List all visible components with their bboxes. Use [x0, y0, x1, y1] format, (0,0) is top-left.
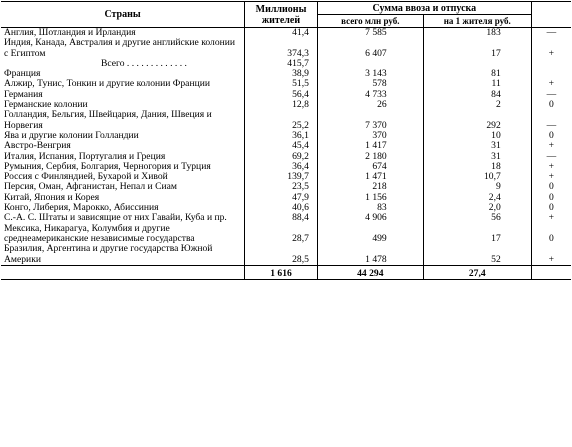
col-header-countries: Страны — [1, 2, 245, 28]
country-cell: Алжир, Тунис, Тонкин и другие колонии Франции — [1, 79, 245, 89]
population-cell: 88,4 — [245, 213, 318, 223]
country-cell: Конго, Либерия, Марокко, Абиссиния — [1, 203, 245, 213]
turnover-total-cell: 7 585 — [317, 28, 423, 39]
mark-cell: 0 — [548, 232, 554, 244]
turnover-total-cell: 6 407 — [317, 38, 423, 59]
turnover-per-capita-cell: 52 — [423, 244, 531, 265]
population-cell: 56,4 — [245, 90, 318, 100]
turnover-per-capita-cell: 10 — [423, 131, 531, 141]
mark-cell: 0 — [548, 181, 554, 193]
population-cell: 36,1 — [245, 131, 318, 141]
col-header-population: Миллионы жителей — [245, 2, 318, 28]
turnover-per-capita-cell: 292 — [423, 110, 531, 131]
turnover-total-cell: 4 906 — [317, 213, 423, 223]
table-body — [1, 28, 571, 266]
country-cell: Россия с Финляндией, Бухарой и Хивой — [1, 172, 245, 182]
turnover-total-cell: 1 471 — [317, 172, 423, 182]
totals-population: 1 616 — [245, 265, 318, 279]
turnover-per-capita-cell — [423, 59, 531, 69]
country-cell: Всего . . . . . . . . . . . . . — [1, 59, 245, 69]
country-cell: Италия, Испания, Португалия и Греция — [1, 152, 245, 162]
totals-turnover: 44 294 — [317, 265, 423, 279]
turnover-per-capita-cell: 31 — [423, 141, 531, 151]
table-row — [1, 79, 571, 89]
population-cell: 25,2 — [245, 110, 318, 131]
mark-cell: + — [548, 160, 555, 172]
turnover-total-cell: 1 417 — [317, 141, 423, 151]
population-cell: 36,4 — [245, 162, 318, 172]
table-row — [1, 38, 571, 59]
totals-per-capita: 27,4 — [423, 265, 531, 279]
turnover-total-cell: 83 — [317, 203, 423, 213]
mark-cell: — — [546, 150, 557, 162]
turnover-per-capita-cell: 11 — [423, 79, 531, 89]
population-cell: 28,7 — [245, 224, 318, 245]
trade-table — [1, 1, 571, 280]
turnover-total-cell: 1 478 — [317, 244, 423, 265]
mark-cell: + — [548, 253, 555, 265]
country-cell: Индия, Канада, Австралия и другие английские колонии с Египтом — [1, 38, 245, 59]
totals-label — [1, 265, 245, 279]
mark-cell: 0 — [548, 202, 554, 214]
turnover-per-capita-cell: 81 — [423, 69, 531, 79]
turnover-per-capita-cell: 84 — [423, 90, 531, 100]
population-cell: 38,9 — [245, 69, 318, 79]
turnover-total-cell: 1 156 — [317, 193, 423, 203]
country-cell: Персия, Оман, Афганистан, Непал и Сиам — [1, 182, 245, 192]
table-row — [1, 131, 571, 141]
mark-cell: 0 — [548, 191, 554, 203]
population-cell: 45,4 — [245, 141, 318, 151]
country-cell: С.-А. С. Штаты и зависящие от них Гавайи, Куба и пр. — [1, 213, 245, 223]
mark-cell: — — [546, 27, 557, 38]
mark-cell: — — [546, 88, 557, 100]
mark-cell: + — [548, 212, 555, 224]
mark-cell: + — [548, 47, 555, 59]
country-cell: Ява и другие колонии Голландии — [1, 131, 245, 141]
population-cell: 139,7 — [245, 172, 318, 182]
population-cell: 12,8 — [245, 100, 318, 110]
turnover-total-cell: 3 143 — [317, 69, 423, 79]
turnover-per-capita-cell: 9 — [423, 182, 531, 192]
mark-cell: + — [548, 171, 555, 183]
table-row — [1, 244, 571, 265]
turnover-per-capita-cell: 10,7 — [423, 172, 531, 182]
turnover-total-cell: 4 733 — [317, 90, 423, 100]
turnover-total-cell: 370 — [317, 131, 423, 141]
population-cell: 40,6 — [245, 203, 318, 213]
turnover-total-cell: 218 — [317, 182, 423, 192]
totals-row — [1, 265, 571, 279]
country-cell: Румыния, Сербия, Болгария, Черногория и Турция — [1, 162, 245, 172]
turnover-per-capita-cell: 18 — [423, 162, 531, 172]
population-cell: 69,2 — [245, 152, 318, 162]
table-row — [1, 224, 571, 245]
turnover-per-capita-cell: 31 — [423, 152, 531, 162]
country-cell: Бразилия, Аргентина и другие государства Южной Америки — [1, 244, 245, 265]
country-cell: Германские колонии — [1, 100, 245, 110]
col-header-mark — [531, 2, 571, 28]
population-cell: 374,3 — [245, 38, 318, 59]
turnover-per-capita-cell: 56 — [423, 213, 531, 223]
totals-mark — [531, 265, 571, 279]
country-cell: Англия, Шотландия и Ирландия — [1, 28, 245, 39]
mark-cell: + — [548, 78, 555, 90]
turnover-total-cell: 674 — [317, 162, 423, 172]
country-cell: Франция — [1, 69, 245, 79]
population-cell: 28,5 — [245, 244, 318, 265]
mark-cell: 0 — [548, 129, 554, 141]
country-cell: Германия — [1, 90, 245, 100]
turnover-total-cell: 26 — [317, 100, 423, 110]
table-row — [1, 59, 571, 69]
col-header-turnover-total: всего млн руб. — [317, 15, 423, 28]
mark-cell: + — [548, 140, 555, 152]
population-cell: 47,9 — [245, 193, 318, 203]
population-cell: 23,5 — [245, 182, 318, 192]
country-cell: Австро-Венгрия — [1, 141, 245, 151]
turnover-per-capita-cell: 17 — [423, 224, 531, 245]
col-header-turnover-per-capita: на 1 жителя руб. — [423, 15, 531, 28]
population-cell: 41,4 — [245, 28, 318, 39]
turnover-total-cell: 578 — [317, 79, 423, 89]
mark-cell — [531, 59, 571, 69]
mark-cell: — — [546, 119, 557, 131]
turnover-total-cell: 7 370 — [317, 110, 423, 131]
turnover-per-capita-cell: 183 — [423, 28, 531, 39]
turnover-total-cell: 499 — [317, 224, 423, 245]
turnover-per-capita-cell: 2,4 — [423, 193, 531, 203]
col-header-turnover: Сумма ввоза и отпуска — [317, 2, 531, 15]
country-cell: Мексика, Никарагуа, Колумбия и другие среднеамериканские независимые государства — [1, 224, 245, 245]
turnover-per-capita-cell: 2,0 — [423, 203, 531, 213]
turnover-per-capita-cell: 17 — [423, 38, 531, 59]
mark-cell: 0 — [548, 99, 554, 111]
turnover-per-capita-cell: 2 — [423, 100, 531, 110]
turnover-total-cell: 2 180 — [317, 152, 423, 162]
population-cell: 415,7 — [245, 59, 318, 69]
country-cell: Китай, Япония и Корея — [1, 193, 245, 203]
country-cell: Голландия, Бельгия, Швейцария, Дания, Швеция и Норвегия — [1, 110, 245, 131]
population-cell: 51,5 — [245, 79, 318, 89]
table-row — [1, 110, 571, 131]
